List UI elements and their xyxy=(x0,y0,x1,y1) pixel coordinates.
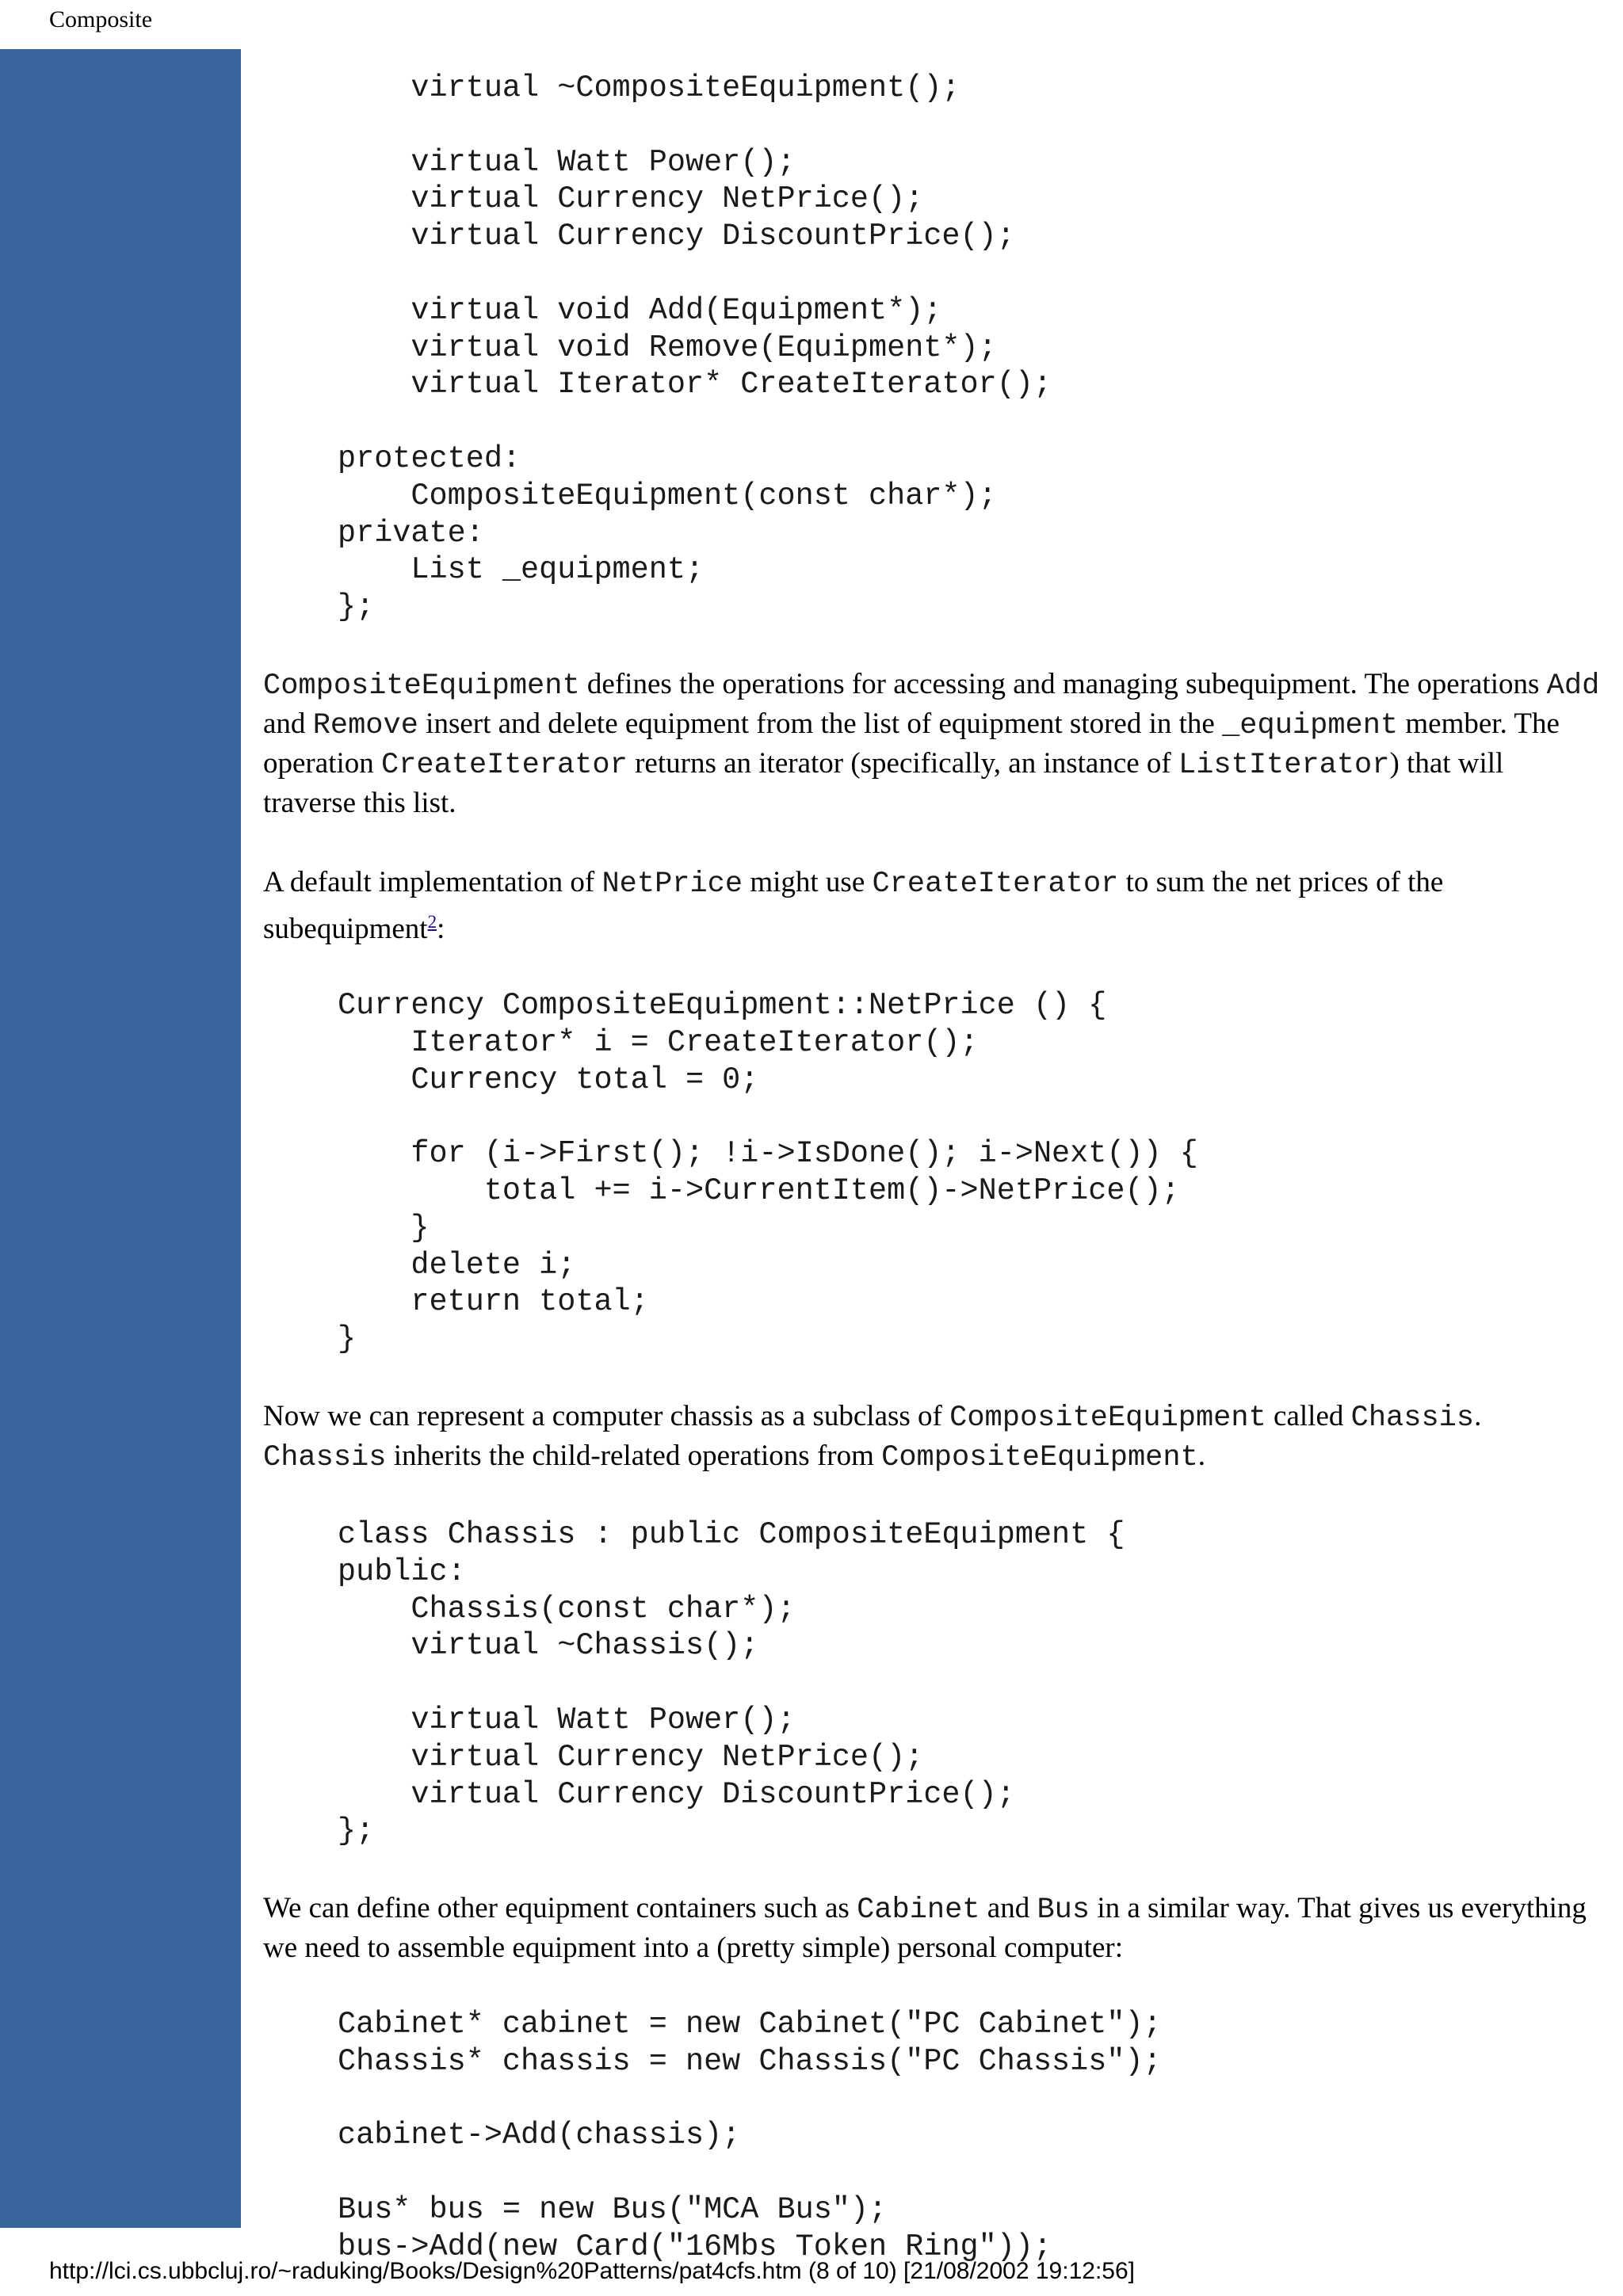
inline-code: CreateIterator xyxy=(872,867,1119,901)
code-block-assemble-computer: Cabinet* cabinet = new Cabinet("PC Cabinet"); Chassis* chassis = new Chassis("PC Chassis"); cabinet->Add(chassis); Bus* bus = new Bus("MCA Bus"); bus->Add(new Card("16Mbs Token Ring")); xyxy=(338,2007,1162,2264)
inline-code: CreateIterator xyxy=(380,748,628,782)
inline-code: CompositeEquipment xyxy=(949,1401,1266,1435)
paragraph-other-containers xyxy=(263,1890,1602,1966)
text: Now we can represent a computer chassis as a subclass of xyxy=(263,1399,950,1432)
inline-code: Remove xyxy=(312,708,418,742)
text: member. The operation xyxy=(263,707,1560,780)
text: . xyxy=(1197,1439,1206,1472)
code-block-chassis-class: class Chassis : public CompositeEquipment { public: Chassis(const char*); virtual ~Chassis(); virtual Watt Power(); virtual Currency NetPrice(); virtual Currency DiscountPrice(); }; xyxy=(338,1516,1125,1849)
footer-source-url: http://lci.cs.ubbcluj.ro/~raduking/Books/Design%20Patterns/pat4cfs.htm (8 of 10) [21/08/2002 19:12:56] xyxy=(49,2258,1135,2284)
footnote-link[interactable]: 2 xyxy=(427,911,437,932)
text: to sum the net prices of the subequipment xyxy=(263,865,1444,945)
text: . xyxy=(1474,1399,1482,1432)
inline-code: CompositeEquipment xyxy=(881,1440,1198,1474)
inline-code: Chassis xyxy=(1350,1401,1475,1435)
inline-code: CompositeEquipment xyxy=(263,669,580,703)
paragraph-composite-equipment-operations xyxy=(263,666,1602,822)
paragraph-chassis-subclass xyxy=(263,1398,1602,1477)
text: might use xyxy=(743,865,873,898)
text: We can define other equipment containers such as xyxy=(263,1892,857,1925)
code-block-composite-equipment-class: virtual ~CompositeEquipment(); virtual Watt Power(); virtual Currency NetPrice(); virtual Currency DiscountPrice(); virtual void Add(Equipment*); virtual void Remove(Equipment*); virtual Iterator* CreateIterator(); protected: CompositeEquipment(const char*); private: List _equipment; }; xyxy=(338,71,1052,625)
inline-code: Bus xyxy=(1037,1894,1090,1928)
text: in a similar way. That gives us everything we need to assemble equipment into a (pretty simple) personal computer: xyxy=(263,1892,1587,1965)
sidebar-band xyxy=(0,49,241,2228)
paragraph-default-net-price xyxy=(263,864,1602,948)
inline-code: _equipment xyxy=(1222,708,1399,742)
inline-code: ListIterator xyxy=(1178,748,1390,782)
text: and xyxy=(980,1892,1037,1925)
text: and xyxy=(263,707,313,740)
document-content xyxy=(263,70,1602,2266)
text: insert and delete equipment from the list of equipment stored in the xyxy=(418,707,1223,740)
page-header-title: Composite xyxy=(49,6,153,32)
inline-code: Chassis xyxy=(263,1440,387,1474)
text: defines the operations for accessing and managing subequipment. The operations xyxy=(579,667,1547,700)
code-block-net-price-implementation: Currency CompositeEquipment::NetPrice () { Iterator* i = CreateIterator(); Currency total = 0; for (i->First(); !i->IsDone(); i->Next()) { total += i->CurrentItem()->NetPrice(); } delete i; return total; } xyxy=(338,987,1198,1357)
text: ) that will traverse this list. xyxy=(263,746,1504,819)
inline-code: NetPrice xyxy=(601,867,743,901)
text: : xyxy=(437,912,445,945)
text: A default implementation of xyxy=(263,865,602,898)
inline-code: Cabinet xyxy=(857,1894,980,1928)
inline-code: Add xyxy=(1546,669,1600,703)
text: returns an iterator (specifically, an instance of xyxy=(627,746,1179,780)
text: called xyxy=(1266,1399,1351,1432)
text: inherits the child-related operations from xyxy=(386,1439,882,1472)
